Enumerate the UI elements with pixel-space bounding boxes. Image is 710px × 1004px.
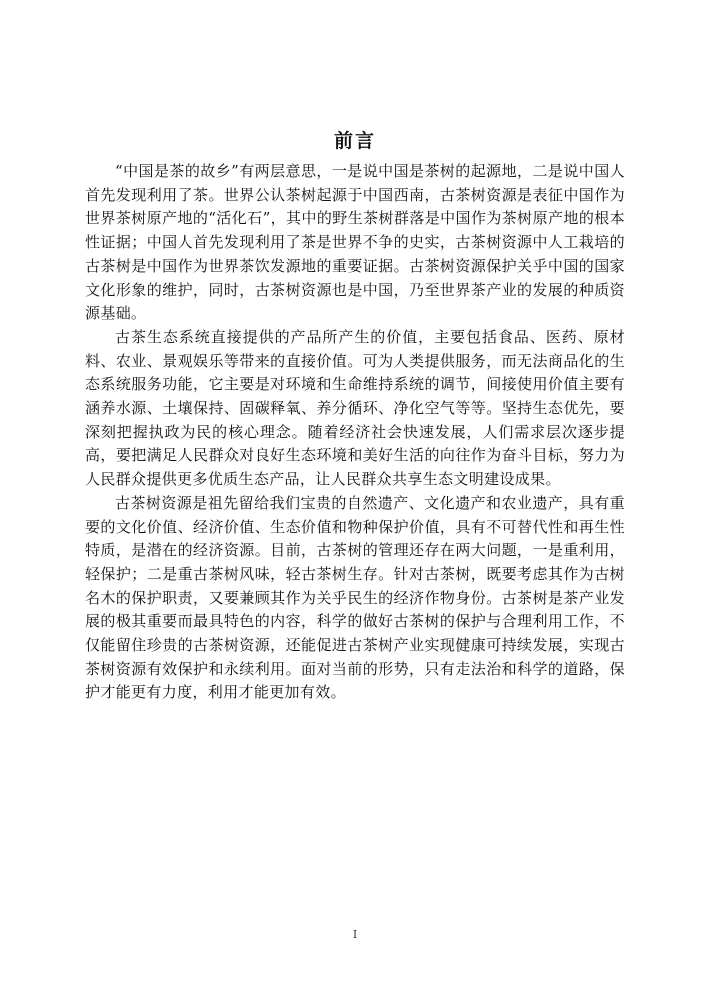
paragraph-2: 古茶生态系统直接提供的产品所产生的价值，主要包括食品、医药、原材料、农业、景观娱乐等带来的直接价值。可为人类提供服务，而无法商品化的生态系统服务功能，它主要是对环境和生命维持系统的调节，间接使用价值主要有涵养水源、土壤保持、固碳释氧、养分循环、净化空气等等。坚持生态优先，要深刻把握执政为民的核心理念。随着经济社会快速发展，人们需求层次逐步提高，要把满足人民群众对良好生态环境和美好生活的向往作为奋斗目标，努力为人民群众提供更多优质生态产品，让人民群众共享生态文明建设成果。	[85, 327, 625, 489]
paragraph-1: “中国是茶的故乡”有两层意思，一是说中国是茶树的起源地，二是说中国人首先发现利用了茶。世界公认茶树起源于中国西南，古茶树资源是表征中国作为世界茶树原产地的“活化石”，其中的野生茶树群落是中国作为茶树原产地的根本性证据；中国人首先发现利用了茶是世界不争的史实，古茶树资源中人工栽培的古茶树是中国作为世界茶饮发源地的重要证据。古茶树资源保护关乎中国的国家文化形象的维护，同时，古茶树资源也是中国，乃至世界茶产业的发展的种质资源基础。	[85, 162, 625, 323]
paragraph-3: 古茶树资源是祖先留给我们宝贵的自然遗产、文化遗产和农业遗产，具有重要的文化价值、经济价值、生态价值和物种保护价值，具有不可替代性和再生性特质，是潜在的经济资源。目前，古茶树的管理还存在两大问题，一是重利用，轻保护；二是重古茶树风味，轻古茶树生存。针对古茶树，既要考虑其作为古树名木的保护职责，又要兼顾其作为关乎民生的经济作物身份。古茶树是茶产业发展的极其重要而最具特色的内容，科学的做好古茶树的保护与合理利用工作，不仅能留住珍贵的古茶树资源，还能促进古茶树产业实现健康可持续发展，实现古茶树资源有效保护和永续利用。面对当前的形势，只有走法治和科学的道路，保护才能更有力度，利用才能更加有效。	[85, 493, 625, 702]
page-number: I	[352, 928, 358, 941]
document-body	[85, 160, 625, 705]
page-title: 前言	[333, 130, 376, 152]
